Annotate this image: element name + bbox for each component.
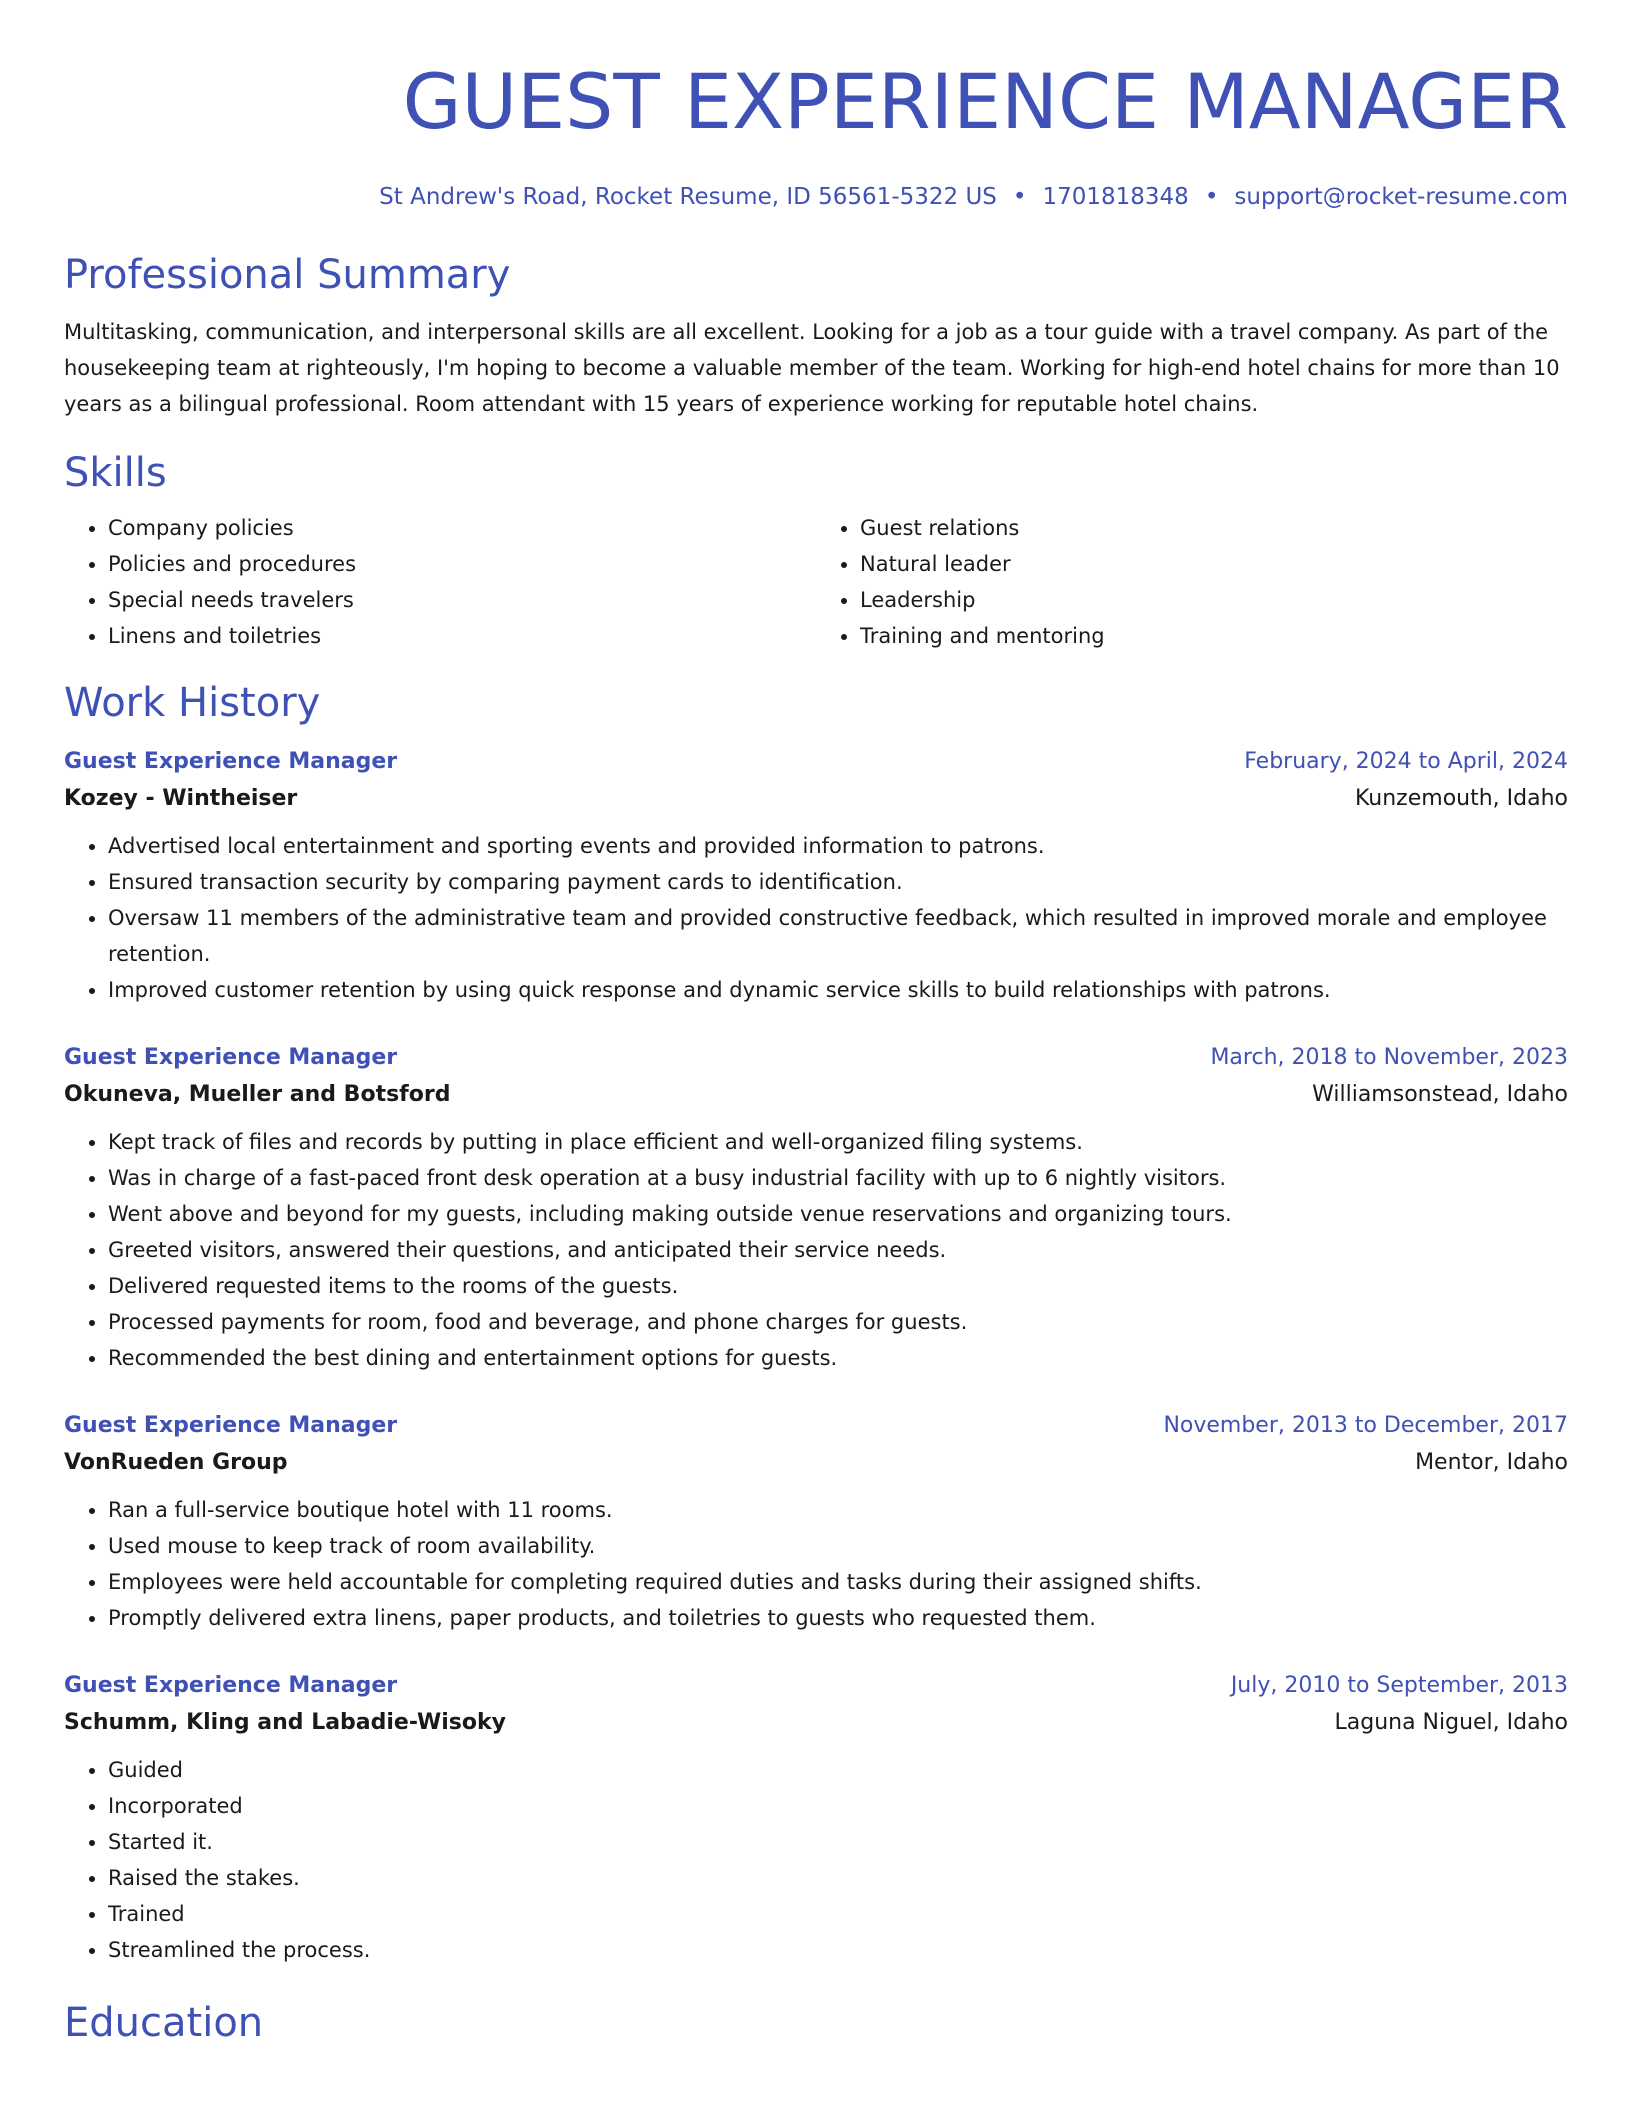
job-title: Guest Experience Manager bbox=[64, 1045, 398, 1070]
job-bullet: • Streamlined the process. bbox=[108, 1932, 1568, 1968]
job-entry bbox=[64, 744, 1568, 1008]
summary-text: Multitasking, communication, and interpersonal skills are all excellent. Looking for a job as a tour guide with a travel company. As part of the housekeeping team at righteously, I'm hoping to become a valuable member of the team. Working for high-end hotel chains for more than 10 years as a bilingual professional. Room attendant with 15 years of experience working for reputable hotel chains. bbox=[64, 320, 1560, 416]
job-title: Guest Experience Manager bbox=[64, 1673, 398, 1698]
skills-column-left bbox=[64, 510, 816, 654]
job-bullet: • Employees were held accountable for completing required duties and tasks during their assigned shifts. bbox=[108, 1564, 1568, 1600]
separator: • bbox=[1012, 184, 1027, 210]
job-bullet: • Incorporated bbox=[108, 1788, 1568, 1824]
job-bullet: • Recommended the best dining and entertainment options for guests. bbox=[108, 1340, 1568, 1376]
job-bullet: • Ran a full-service boutique hotel with 11 rooms. bbox=[108, 1492, 1568, 1528]
job-company-row bbox=[64, 1076, 1568, 1114]
job-bullet: • Improved customer retention by using quick response and dynamic service skills to build relationships with patrons. bbox=[108, 972, 1568, 1008]
summary-heading: Professional Summary bbox=[64, 252, 511, 298]
job-dates: November, 2013 to December, 2017 bbox=[1163, 1413, 1568, 1438]
job-title-row bbox=[64, 1408, 1568, 1444]
job-title: Guest Experience Manager bbox=[64, 749, 398, 774]
skill-item: • Company policies bbox=[108, 510, 816, 546]
job-company-row bbox=[64, 1444, 1568, 1482]
job-bullet: • Promptly delivered extra linens, paper products, and toiletries to guests who requested them. bbox=[108, 1600, 1568, 1636]
skills-column-right bbox=[816, 510, 1568, 654]
address: St Andrew's Road, Rocket Resume, ID 56561-5322 US bbox=[379, 184, 997, 210]
job-bullet: • Raised the stakes. bbox=[108, 1860, 1568, 1896]
job-dates: July, 2010 to September, 2013 bbox=[1230, 1673, 1568, 1698]
work-history-heading: Work History bbox=[64, 680, 321, 726]
job-bullet: • Started it. bbox=[108, 1824, 1568, 1860]
separator: • bbox=[1204, 184, 1219, 210]
education-heading: Education bbox=[64, 2000, 264, 2046]
job-bullets bbox=[64, 1752, 1568, 1968]
job-bullet: • Greeted visitors, answered their questions, and anticipated their service needs. bbox=[108, 1232, 1568, 1268]
job-bullet: • Oversaw 11 members of the administrative team and provided constructive feedback, which resulted in improved morale and employee retention. bbox=[108, 900, 1568, 972]
job-bullets bbox=[64, 1124, 1568, 1376]
skills-heading: Skills bbox=[64, 450, 167, 496]
job-bullet: • Went above and beyond for my guests, including making outside venue reservations and organizing tours. bbox=[108, 1196, 1568, 1232]
resume-page bbox=[64, 0, 1568, 2050]
job-company: VonRueden Group bbox=[64, 1450, 288, 1475]
job-title-row bbox=[64, 744, 1568, 780]
job-company: Okuneva, Mueller and Botsford bbox=[64, 1082, 451, 1107]
job-bullet: • Guided bbox=[108, 1752, 1568, 1788]
job-location: Laguna Niguel, Idaho bbox=[1334, 1710, 1568, 1735]
job-bullet: • Delivered requested items to the rooms of the guests. bbox=[108, 1268, 1568, 1304]
job-bullets bbox=[64, 828, 1568, 1008]
job-bullet: • Kept track of files and records by putting in place efficient and well-organized filing systems. bbox=[108, 1124, 1568, 1160]
job-title: Guest Experience Manager bbox=[64, 1413, 398, 1438]
job-dates: February, 2024 to April, 2024 bbox=[1244, 749, 1568, 774]
phone: 1701818348 bbox=[1042, 184, 1189, 210]
skill-item: • Policies and procedures bbox=[108, 546, 816, 582]
job-dates: March, 2018 to November, 2023 bbox=[1210, 1045, 1568, 1070]
job-bullet: • Processed payments for room, food and beverage, and phone charges for guests. bbox=[108, 1304, 1568, 1340]
skill-item: • Leadership bbox=[860, 582, 1568, 618]
skills-list bbox=[64, 510, 1568, 654]
job-entry bbox=[64, 1040, 1568, 1376]
job-bullet: • Used mouse to keep track of room availability. bbox=[108, 1528, 1568, 1564]
skill-item: • Training and mentoring bbox=[860, 618, 1568, 654]
job-title-row bbox=[64, 1668, 1568, 1704]
skill-item: • Guest relations bbox=[860, 510, 1568, 546]
job-company: Kozey - Wintheiser bbox=[64, 786, 298, 811]
email-link[interactable]: support@rocket-resume.com bbox=[1234, 184, 1568, 210]
job-bullet: • Trained bbox=[108, 1896, 1568, 1932]
job-location: Mentor, Idaho bbox=[1415, 1450, 1568, 1475]
resume-name: GUEST EXPERIENCE MANAGER bbox=[402, 57, 1568, 146]
job-entry bbox=[64, 1668, 1568, 1968]
job-location: Williamsonstead, Idaho bbox=[1312, 1082, 1568, 1107]
job-company-row bbox=[64, 780, 1568, 818]
job-bullet: • Advertised local entertainment and sporting events and provided information to patrons. bbox=[108, 828, 1568, 864]
job-company-row bbox=[64, 1704, 1568, 1742]
job-location: Kunzemouth, Idaho bbox=[1354, 786, 1568, 811]
job-bullets bbox=[64, 1492, 1568, 1636]
resume-header bbox=[64, 52, 1568, 214]
job-title-row bbox=[64, 1040, 1568, 1076]
skill-item: • Linens and toiletries bbox=[108, 618, 816, 654]
job-bullet: • Was in charge of a fast-paced front desk operation at a busy industrial facility with up to 6 nightly visitors. bbox=[108, 1160, 1568, 1196]
job-bullet: • Ensured transaction security by comparing payment cards to identification. bbox=[108, 864, 1568, 900]
job-entry bbox=[64, 1408, 1568, 1636]
job-company: Schumm, Kling and Labadie-Wisoky bbox=[64, 1710, 506, 1735]
skill-item: • Natural leader bbox=[860, 546, 1568, 582]
skill-item: • Special needs travelers bbox=[108, 582, 816, 618]
contact-line bbox=[64, 180, 1568, 214]
